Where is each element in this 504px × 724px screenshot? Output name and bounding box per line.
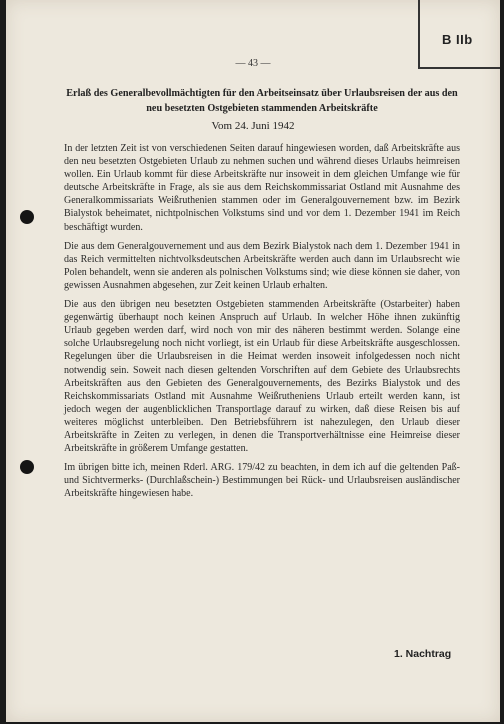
punch-hole — [20, 460, 34, 474]
page-number: — 43 — — [235, 58, 271, 69]
decree-body — [64, 142, 460, 506]
section-tab-label: B IIb — [442, 32, 473, 47]
paragraph: Die aus den übrigen neu besetzten Ostgebieten stammenden Arbeitskräfte (Ostarbeiter) haben gegenwärtig überhaupt noch keinen Anspruch auf Urlaub. In welcher Höhe ihnen zukünftig Urlaub gegeben werden darf, wird noch von mir des näheren bestimmt werden. Solange eine solche Urlaubsregelung noch nicht vorliegt, ist ein Urlaub für diese Arbeitskräfte ausgeschlossen. Regelungen über die Urlaubsreisen in die Heimat werden insoweit infolgedessen noch nicht notwendig sein. Soweit nach diesen geltenden Vorschriften auf dem Gebiete des Urlaubsrechts Arbeitskräften aus den Gebieten des Generalgouvernements, des Bezirks Bialystok und des Reichskommissariats Ostland mit Ausnahme Weißrutheniens Urlaub erteilt werden kann, ist jedoch wegen der augenblicklichen Transportlage darauf zu wirken, daß diese Reisen bis auf weiteres möglichst unterbleiben. Den Betriebsführern ist nahezulegen, den Urlaub dieser Arbeitskräfte in Zeiten zu verlegen, in denen die Transportverhältnisse eine Heimreise dieser Arbeitskräfte in größerem Umfange gestatten. — [64, 299, 460, 455]
paragraph: Die aus dem Generalgouvernement und aus dem Bezirk Bialystok nach dem 1. Dezember 1941 in das Reich vermittelten nichtvolksdeutschen Arbeitskräfte werden auch dann im Urlaubsrecht wie Polen behandelt, wenn sie anderen als polnischen Volkstums sind; wie diese können sie daher, von gewissen Ausnahmen abgesehen, zur Zeit keinen Urlaub erhalten. — [64, 240, 460, 291]
decree-date: Vom 24. Juni 1942 — [211, 120, 295, 132]
decree-title: Erlaß des Generalbevollmächtigten für den Arbeitseinsatz über Urlaubsreisen der aus den neu besetzten Ostgebieten stammenden Arbeitskräfte — [66, 88, 458, 114]
paragraph: In der letzten Zeit ist von verschiedenen Seiten darauf hingewiesen worden, daß Arbeitskräfte aus den neu besetzten Ostgebieten Urlaub zu nehmen suchen und während dieses Urlaubs heimreisen wollen. Ein Urlaub kommt für diese Arbeitskräfte nur insoweit in dem gleichen Umfange wie für deutsche Arbeitskräfte in Frage, als sie aus dem Reichskommissariat Ostland mit Ausnahme des Generalkommissariats Weißruthenien stammen oder im Generalgouvernement bzw. im Bezirk Bialystok beheimatet, nichtpolnischen Volkstums sind und vor dem 1. Dezember 1941 im Reich beschäftigt wurden. — [64, 143, 460, 233]
supplement-label: 1. Nachtrag — [394, 648, 452, 660]
punch-hole — [20, 210, 34, 224]
paragraph: Im übrigen bitte ich, meinen Rderl. ARG. 179/42 zu beachten, in dem ich auf die geltenden Paß- und Sichtvermerks- (Durchlaßschein-) Bestimmungen bei Rück- und Urlaubsreisen ausländischer Arbeitskräfte hingewiesen habe. — [64, 462, 460, 500]
document-page — [6, 0, 500, 722]
